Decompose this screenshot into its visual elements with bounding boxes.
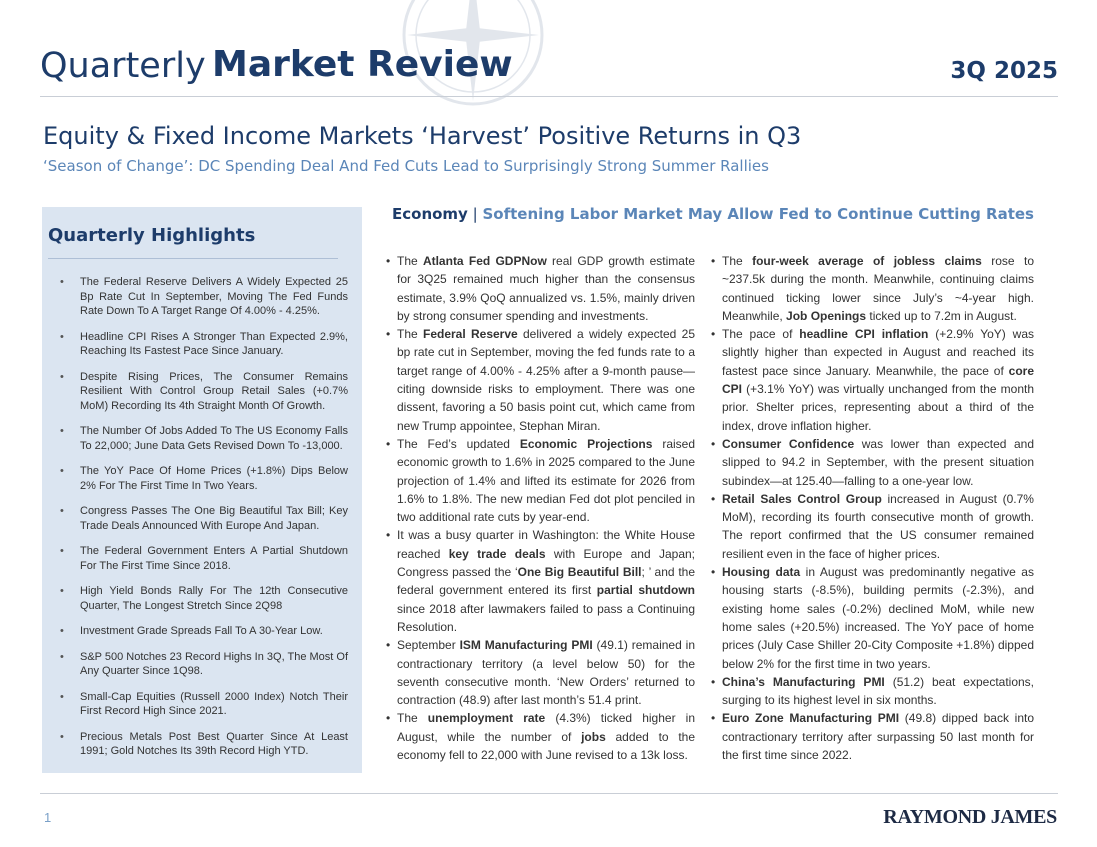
raymond-james-logo: RAYMOND JAMES — [883, 806, 1057, 828]
bullet-text: The — [722, 254, 753, 268]
page-header — [40, 40, 1058, 97]
bullet-text: ; ’ and the federal government entered its first — [397, 565, 695, 598]
bullet-text: The — [397, 327, 423, 342]
economy-bullet — [711, 435, 1034, 490]
highlight-item: • The Number Of Jobs Added To The US Economy Falls To 22,000; June Data Gets Revised Down To -13,000. — [42, 424, 348, 453]
economy-bullet — [711, 490, 1034, 563]
economy-bullet — [386, 709, 695, 764]
highlights-list — [42, 275, 348, 770]
page-headline: Equity & Fixed Income Markets ‘Harvest’ Positive Returns in Q3 — [43, 122, 802, 150]
page-number: 1 — [44, 810, 52, 825]
economy-bullet — [386, 526, 695, 636]
bullet-text: rose to ~237.5k during the month. Meanwhile, continuing claims continued ticking lower since July’s ~4-year high. Meanwhile, — [722, 254, 1034, 323]
highlight-item: • Investment Grade Spreads Fall To A 30-Year Low. — [42, 624, 348, 639]
bullet-keyword: Housing data — [722, 565, 801, 580]
bullet-keyword: unemployment rate — [427, 711, 546, 726]
economy-subtitle: Softening Labor Market May Allow Fed to Continue Cutting Rates — [482, 205, 1034, 223]
bullet-text: (+3.1% YoY) was virtually unchanged from the month prior. Shelter prices, representing about a third of the index, drove inflation higher. — [722, 382, 1034, 433]
bullet-keyword: One Big Beautiful Bill — [517, 565, 642, 580]
economy-bullet — [711, 325, 1034, 435]
bullet-text: added to the economy fell to 22,000 with June revised to a 13k loss. — [397, 729, 695, 763]
bullet-text: real GDP growth estimate for 3Q25 remained much higher than the consensus estimate, 3.9% QoQ annualized vs. 1.5%, mainly driven by strong consumer spending and investments. — [397, 254, 695, 323]
economy-bullet — [711, 673, 1034, 710]
economy-section-title — [392, 205, 1034, 223]
highlight-item: • Despite Rising Prices, The Consumer Remains Resilient With Control Group Retail Sales (+0.7% MoM) Recording Its 4th Straight Month Of Growth. — [42, 370, 348, 414]
page-subheadline: ‘Season of Change’: DC Spending Deal And Fed Cuts Lead to Surprisingly Strong Summer Rallies — [43, 157, 769, 175]
bullet-keyword: ISM Manufacturing PMI — [459, 638, 593, 653]
title-light: Quarterly — [40, 46, 206, 86]
bullet-text: (49.1) remained in contractionary territory (a level below 50) for the seventh consecutive month. ‘New Orders’ returned to contraction (48.9) after last month’s 51.4 print. — [397, 638, 695, 708]
highlight-item: • The Federal Reserve Delivers A Widely Expected 25 Bp Rate Cut In September, Moving The Fed Funds Rate Down To A Target Range Of 4.00% - 4.25%. — [42, 275, 348, 319]
bullet-keyword: Job Openings — [786, 308, 867, 323]
economy-bullet — [386, 325, 695, 435]
highlight-item: • Congress Passes The One Big Beautiful Tax Bill; Key Trade Deals Announced With Europe And Japan. — [42, 504, 348, 533]
bullet-text: It was a busy quarter in Washington: the White House reached — [397, 528, 695, 561]
bullet-keyword: Retail Sales Control Group — [722, 491, 882, 506]
bullet-text: (51.2) beat expectations, surging to its highest level in six months. — [722, 674, 1035, 708]
title-bold: Market Review — [212, 44, 513, 85]
highlight-item: • Headline CPI Rises A Stronger Than Expected 2.9%, Reaching Its Fastest Pace Since January. — [42, 330, 348, 359]
bullet-text: The Fed’s updated — [397, 436, 520, 451]
bullet-keyword: Economic Projections — [519, 436, 653, 451]
bullet-text: The — [397, 711, 428, 726]
bullet-text: (+2.9% YoY) was slightly higher than expected in August and reached its fastest pace since January. Meanwhile, the pace of — [722, 327, 1034, 378]
bullet-text: with Europe and Japan; Congress passed the ‘ — [397, 546, 696, 580]
footer-divider — [40, 793, 1058, 794]
sidebar-title: Quarterly Highlights — [48, 225, 256, 246]
highlight-item: • Precious Metals Post Best Quarter Since At Least 1991; Gold Notches Its 39th Record High YTD. — [42, 730, 348, 759]
bullet-keyword: jobs — [581, 729, 606, 744]
economy-bullet — [386, 252, 695, 325]
bullet-text: raised economic growth to 1.6% in 2025 compared to the June projection of 1.4% and lifted its estimate for 2026 from 1.6% to 1.8%. The new median Fed dot plot penciled in two additional rate cuts by year-end. — [397, 436, 696, 525]
economy-bullet — [711, 563, 1034, 673]
bullet-text: in August was predominantly negative as housing starts (-8.5%), building permits (-2.3%), and existing home sales (-0.2%) declined MoM, while new home sales (+20.5%) increased. The YoY pace of home prices (July Case Shiller 20-City Composite +1.8%) dipped below 2% for the first time in two years. — [722, 565, 1034, 671]
economy-bullet — [386, 636, 695, 709]
bullet-text: delivered a widely expected 25 bp rate cut in September, moving the fed funds rate to a target range of 4.00% - 4.25% after a 9-month pause—citing downside risks to employment. There was one dissent, favoring a 50 basis point cut, which came from new Trump appointee, Stephan Miran. — [397, 327, 696, 433]
bullet-keyword: Consumer Confidence — [722, 436, 855, 451]
bullet-keyword: Euro Zone Manufacturing PMI — [722, 711, 900, 726]
economy-bullet — [711, 709, 1034, 764]
bullet-keyword: Atlanta Fed GDPNow — [422, 254, 547, 268]
sidebar-divider — [48, 258, 338, 259]
bullet-keyword: key trade deals — [448, 546, 546, 561]
economy-label: Economy — [392, 205, 468, 223]
bullet-keyword: China’s Manufacturing PMI — [722, 674, 885, 689]
highlights-sidebar — [42, 207, 362, 773]
highlight-item: • Small-Cap Equities (Russell 2000 Index) Notch Their First Record High Since 2021. — [42, 690, 348, 719]
economy-column-left — [386, 252, 695, 764]
highlight-item: • High Yield Bonds Rally For The 12th Consecutive Quarter, The Longest Stretch Since 2Q98 — [42, 584, 348, 613]
economy-column-right — [711, 252, 1034, 764]
bullet-keyword: core CPI — [722, 363, 1034, 397]
bullet-text: The pace of — [722, 327, 800, 342]
bullet-keyword: headline CPI inflation — [799, 327, 929, 342]
bullet-text: September — [397, 638, 460, 653]
economy-bullet — [386, 435, 695, 526]
bullet-text: increased in August (0.7% MoM), recording its fourth consecutive month of growth. The report confirmed that the US consumer remained resilient even in the face of higher prices. — [722, 491, 1034, 561]
bullet-text: since 2018 after lawmakers failed to pass a Continuing Resolution. — [397, 601, 695, 634]
highlight-item: • The Federal Government Enters A Partial Shutdown For The First Time Since 2018. — [42, 544, 348, 573]
bullet-text: was lower than expected and slipped to 94.2 in September, with the present situation subindex—at 125.40—falling to a one-year low. — [722, 436, 1034, 488]
bullet-keyword: four-week average of jobless claims — [752, 254, 982, 268]
title-separator: | — [472, 205, 478, 223]
highlight-item: • S&P 500 Notches 23 Record Highs In 3Q, The Most Of Any Quarter Since 1Q98. — [42, 650, 348, 679]
economy-bullet — [711, 252, 1034, 325]
bullet-text: (4.3%) ticked higher in August, while the number of — [397, 711, 695, 744]
bullet-keyword: Federal Reserve — [423, 327, 518, 342]
bullet-text: ticked up to 7.2m in August. — [866, 308, 1017, 323]
bullet-text: The — [397, 254, 423, 268]
bullet-keyword: partial shutdown — [596, 583, 696, 598]
quarter-label: 3Q 2025 — [950, 58, 1058, 84]
bullet-text: (49.8) dipped back into contractionary territory after surpassing 50 last month for the first time since 2022. — [722, 711, 1034, 763]
highlight-item: • The YoY Pace Of Home Prices (+1.8%) Dips Below 2% For The First Time In Two Years. — [42, 464, 348, 493]
